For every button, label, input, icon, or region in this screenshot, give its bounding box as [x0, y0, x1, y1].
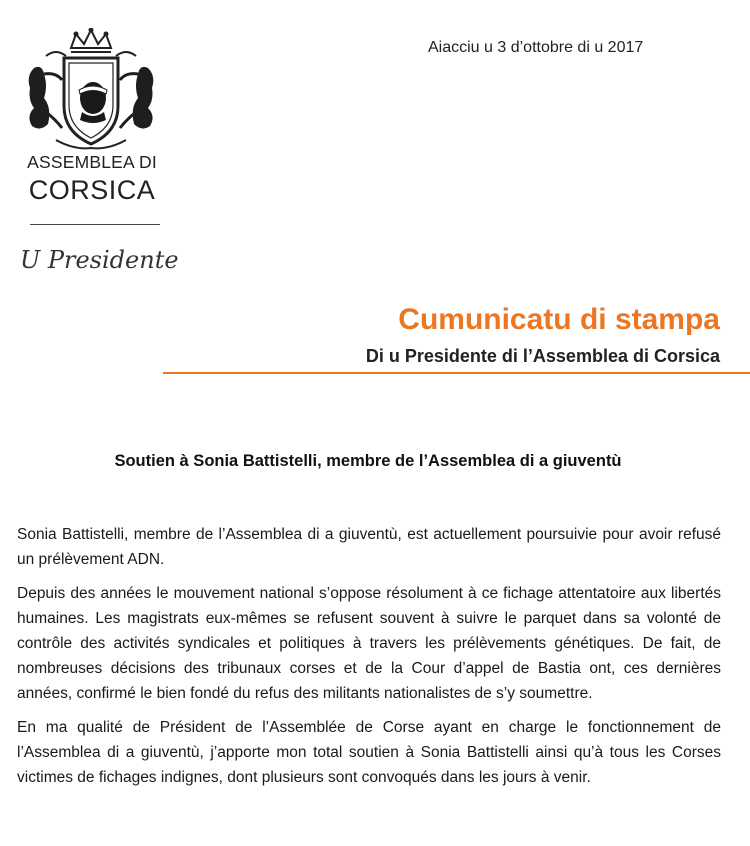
statement-body — [17, 522, 721, 799]
paragraph: Sonia Battistelli, membre de l’Assemblea di a giuventù, est actuellement poursuivie pour avoir refusé un prélèvement ADN. — [17, 526, 721, 568]
paragraph: Depuis des années le mouvement national s’oppose résolument à ce fichage attentatoire aux libertés humaines. Les magistrats eux-mêmes se refusent souvent à suivre le parquet dans sa volonté de contrôle des activités syndicales et politiques à travers les prélèvements génétiques. De fait, de nombreuses décisions des tribunaux corses et de la Cour d’appel de Bastia ont, ces dernières années, confirmé le bien fondé du refus des militants nationalistes de s’y soumettre. — [17, 585, 721, 702]
logo-text-assemblea: ASSEMBLEA DI — [27, 152, 157, 172]
president-signature: U Presidente — [20, 246, 179, 274]
paragraph: En ma qualité de Président de l’Assemblée de Corse ayant en charge le fonctionnement de l’Assemblea di a giuventù, j’apporte mon total soutien à Sonia Battistelli ainsi qu’à tous les Corses victimes de fichages indignes, dont plusieurs sont convoqués dans les jours à venir. — [17, 719, 721, 786]
title-divider — [163, 372, 750, 374]
document-date: Aiacciu u 3 d’ottobre di u 2017 — [428, 39, 644, 56]
logo-divider — [30, 224, 160, 225]
press-release-title: Cumunicatu di stampa — [398, 303, 720, 336]
logo-text-corsica: CORSICA — [28, 175, 156, 205]
coat-of-arms-icon — [16, 28, 166, 153]
statement-heading: Soutien à Sonia Battistelli, membre de l’Assemblea di a giuventù — [114, 452, 622, 470]
press-release-subtitle: Di u Presidente di l’Assemblea di Corsica — [365, 346, 720, 366]
